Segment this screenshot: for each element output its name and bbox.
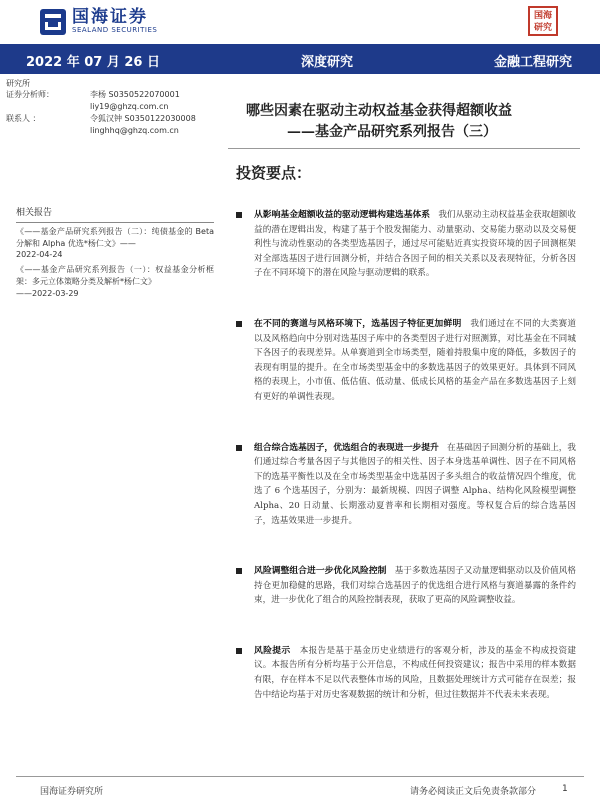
report-title: 哪些因素在驱动主动权益基金获得超额收益 <box>246 103 512 119</box>
key-point <box>236 441 576 529</box>
key-point-text: 基于多数选基因子又动量逻辑驱动以及价值风格持仓更加稳健的思路，我们对综合选基因子的优选组合进行风格与赛道暴露的条件约束，进一步优化了组合的风险控制表现，获取了更高的风险调整收益。 <box>254 566 576 606</box>
key-point <box>236 317 576 405</box>
key-point <box>236 208 576 281</box>
key-point-text: 我们从驱动主动权益基金获取超额收益的潜在逻辑出发，构建了基于个股发掘能力、动量驱动、交易能力驱动以及交易便利性与流动性驱动的各类型选基因子，通过尽可能贴近真实投资环境的因子回测框架对全部选基因子进行回测分析，并结合各因子间的相关关系以及表现特征，分析各因子在不同环境下的潜在风险与驱动逻辑的联系。 <box>254 210 576 279</box>
related-report-item[interactable]: 《——基金产品研究系列报告（一）：权益基金分析框架：多元立体策略分类及解析*杨仁文》 <box>16 265 214 287</box>
research-stamp-icon: 国海研究 <box>528 6 558 36</box>
related-reports <box>16 205 214 300</box>
bullet-square-icon <box>236 321 242 327</box>
footer-divider <box>16 776 584 777</box>
key-point <box>236 644 576 702</box>
analyst-section-label: 研究所 <box>6 79 30 88</box>
key-points-heading: 投资要点： <box>236 164 312 182</box>
bullet-square-icon <box>236 445 242 451</box>
key-point-title: 风险调整组合进一步优化风险控制 <box>254 566 387 577</box>
related-report-item[interactable]: 《——基金产品研究系列报告（二）：纯债基金的 Beta 分解和 Alpha 优选*杨仁文》—— <box>16 227 214 248</box>
report-date: 2022 年 07 月 26 日 <box>26 55 160 70</box>
key-point-text: 在基础因子回测分析的基础上，我们通过综合考量各因子与其他因子的相关性、因子本身选基单调性、因子在不同风格下的选基平衡性以及在全市场类型基金中选基因子多头组合的收益情况四个维度，优选了 6 个选基因子，分别为：最新规模、四因子调整 Alpha、结构化风险模型调整 Alpha、20 日动量、长期涨动夏普率和长期相对强度。等权复合后的综合选基因子，选基效果进一步提升。 <box>254 442 576 526</box>
footer-disclaimer: 请务必阅读正文后免责条款部分 <box>410 787 537 797</box>
report-subtitle: ——基金产品研究系列报告（三） <box>287 124 497 140</box>
key-point-title: 组合综合选基因子，优选组合的表现进一步提升 <box>254 442 439 453</box>
key-points-list <box>236 208 576 702</box>
analyst-name: 李杨 S0350522070001 <box>90 90 180 99</box>
page-number: 1 <box>562 784 568 794</box>
key-point-title: 从影响基金超额收益的驱动逻辑构建选基体系 <box>254 210 431 220</box>
report-type: 深度研究 <box>301 55 354 70</box>
contact-name: 令狐汉钟 S0350122030008 <box>90 114 196 123</box>
key-point-text: 本报告是基于基金历史业绩进行的客观分析，涉及的基金不构成投资建议。本报告所有分析均基于公开信息，不构成任何投资建议；报告中采用的样本数据有限，存在样本不足以代表整体市场的风险，且数据处理统计方式可能存在误差；报告中结论均基于对历史客观数据的统计和分析，但过往数据并不代表未来表现。 <box>254 645 576 700</box>
bullet-square-icon <box>236 648 242 654</box>
key-point-title: 风险提示 <box>254 645 291 656</box>
company-logo <box>40 8 157 35</box>
contact-label: 联系人 ： <box>6 114 41 123</box>
report-category: 金融工程研究 <box>494 55 573 70</box>
header-bar <box>0 44 600 74</box>
analyst-email[interactable]: liy19@ghzq.com.cn <box>90 102 169 111</box>
related-reports-heading: 相关报告 <box>16 205 214 223</box>
key-point-text: 我们通过在不同的大类赛道以及风格趋向中分别对选基因子库中的各类型因子进行对照测算，对比基金在不同城下各因子的表现差异。从单赛道到全市场类型，随着持股集中度的降低，多数因子的表现有明显的提升。在全市场类型基金中的多数选基因子的效果更好。具体到不同风格的表现上，小市值、低估值、低动量、低成长风格的基金产品在多数选基因子上刻有更好的单调性表现。 <box>254 318 576 402</box>
bullet-square-icon <box>236 568 242 574</box>
related-report-date: 2022-04-24 <box>16 250 63 260</box>
key-point-title: 在不同的赛道与风格环境下，选基因子特征更加鲜明 <box>254 318 462 329</box>
logo-mark-icon <box>40 9 66 35</box>
logo-name-en: SEALAND SECURITIES <box>72 26 158 34</box>
analyst-label: 证券分析师： <box>6 90 54 99</box>
logo-name-cn: 国海证券 <box>72 7 148 27</box>
title-divider <box>228 148 580 149</box>
contact-email[interactable]: linghhq@ghzq.com.cn <box>90 126 179 135</box>
related-report-date: ——2022-03-29 <box>16 288 79 298</box>
footer-institute: 国海证券研究所 <box>40 787 104 797</box>
key-point <box>236 564 576 608</box>
bullet-square-icon <box>236 212 242 218</box>
